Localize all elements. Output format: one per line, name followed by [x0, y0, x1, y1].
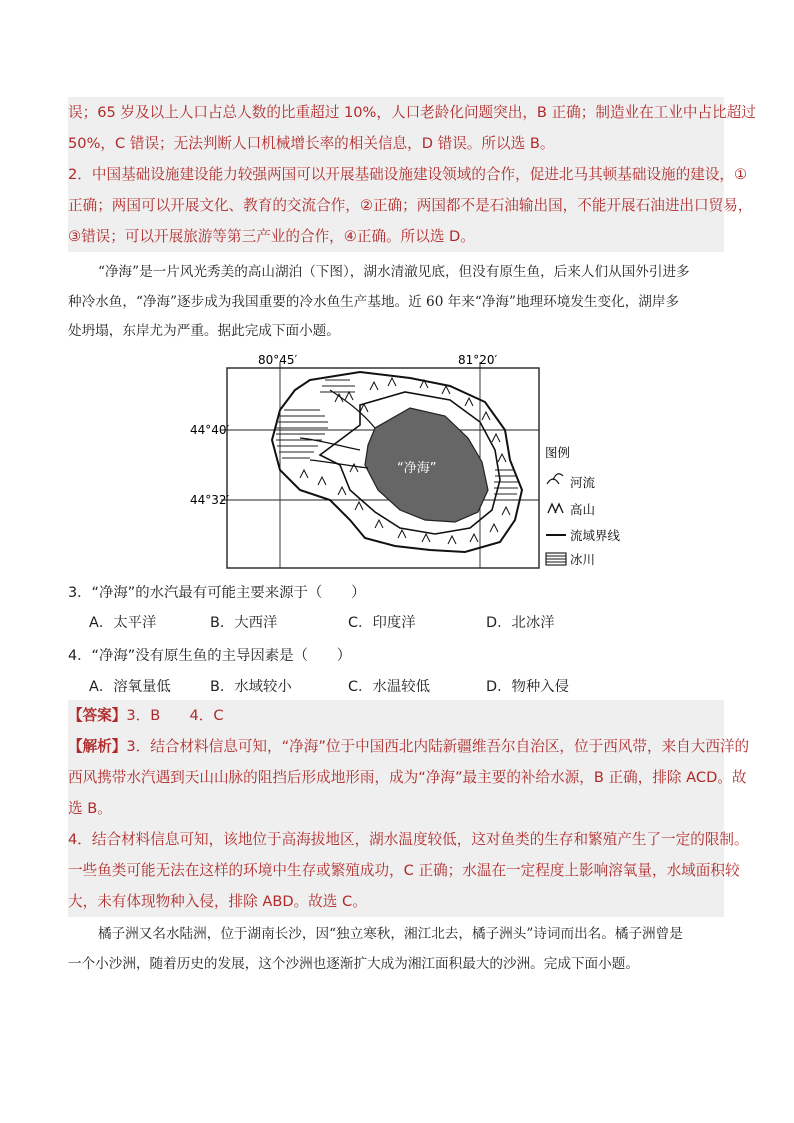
passage-line: 橘子洲又名水陆洲，位于湖南长沙，因“独立寒秋，湘江北去，橘子洲头”诗词而出名。橘子洲曾是 [98, 926, 683, 942]
answer-line: 50%，C 错误；无法判断人口机械增长率的相关信息，D 错误。所以选 B。 [68, 135, 555, 152]
latitude-label-bottom: 44°32′ [190, 493, 230, 507]
answer-line: 误；65 岁及以上人口占总人数的比重超过 10%，人口老龄化问题突出，B 正确；制造业在工业中占比超过 [68, 104, 756, 121]
analysis-label: 【解析】 [68, 738, 127, 755]
reading-passage-2 [68, 920, 724, 979]
longitude-label-left: 80°45′ [258, 353, 298, 367]
analysis-line: 一些鱼类可能无法在这样的环境中生存或繁殖成功，C 正确；水温在一定程度上影响溶氧量，水域面积较 [68, 862, 740, 879]
legend-item-boundary: 流域界线 [570, 528, 621, 543]
passage-line: 一个小沙洲，随着历史的发展，这个沙洲也逐渐扩大成为湘江面积最大的沙洲。完成下面小题。 [68, 955, 639, 972]
analysis-first-line [68, 731, 750, 762]
answer-line [68, 700, 724, 731]
legend-item-glacier: 冰川 [570, 552, 596, 567]
passage-line: 处坍塌，东岸尤为严重。据此完成下面小题。 [68, 323, 340, 339]
analysis-line: 4．结合材料信息可知，该地位于高海拔地区，湖水温度较低，这对鱼类的生存和繁殖产生了一定的限制。 [68, 831, 749, 848]
longitude-label-right: 81°20′ [458, 353, 498, 367]
legend-item-river: 河流 [570, 475, 596, 490]
answer-line: 2．中国基础设施建设能力较强两国可以开展基础设施建设领域的合作，促进北马其顿基础设施的建设，① [68, 166, 748, 183]
answer-line: ③错误；可以开展旅游等第三产业的合作，④正确。所以选 D。 [68, 228, 475, 245]
latitude-label-top: 44°40′ [190, 423, 230, 437]
question-4-option-d: D．物种入侵 [486, 679, 570, 695]
question-4-option-c: C．水温较低 [348, 679, 431, 695]
answer-text: 3．B 4．C [126, 707, 224, 724]
question-3-option-c: C．印度洋 [348, 615, 416, 631]
answer-label: 【答案】 [68, 707, 127, 724]
analysis-text: 3．结合材料信息可知，“净海”位于中国西北内陆新疆维吾尔自治区，位于西风带，来自大西洋的 [126, 738, 750, 755]
question-3-option-a: A．太平洋 [89, 615, 157, 631]
analysis-line: 西风携带水汽遇到天山山脉的阻挡后形成地形雨，成为“净海”最主要的补给水源，B 正确，排除 ACD。故 [68, 769, 747, 786]
lake-label: “净海” [397, 461, 437, 476]
answer-line: 正确；两国可以开展文化、教育的交流合作，②正确；两国都不是石油输出国，不能开展石油进出口贸易， [68, 197, 753, 214]
analysis-line: 选 B。 [68, 800, 112, 817]
analysis-line: 大，未有体现物种入侵，排除 ABD。故选 C。 [68, 893, 367, 910]
mountain-legend-icon [548, 504, 563, 513]
answer-explanation-block-2 [68, 700, 750, 917]
question-3-stem: 3．“净海”的水汽最有可能主要来源于（ ） [68, 585, 366, 601]
river-legend-icon [547, 474, 563, 484]
passage-line: “净海”是一片风光秀美的高山湖泊（下图），湖水清澈见底，但没有原生鱼，后来人们从国外引进多 [98, 264, 690, 280]
answer-explanation-block-1 [68, 97, 756, 252]
lake-map-figure [190, 350, 630, 572]
glacier-legend-icon [546, 553, 566, 565]
question-3-option-d: D．北冰洋 [486, 615, 555, 631]
legend-item-mountain: 高山 [570, 502, 596, 517]
question-3-option-b: B．大西洋 [210, 615, 278, 631]
question-4-option-a: A．溶氧量低 [89, 679, 171, 695]
question-4-option-b: B．水域较小 [210, 679, 292, 695]
legend-title: 图例 [545, 445, 571, 460]
passage-line: 种冷水鱼，“净海”逐步成为我国重要的冷水鱼生产基地。近 60 年来“净海”地理环境发生变化，湖岸多 [68, 293, 680, 310]
reading-passage-1 [68, 258, 724, 347]
question-4-stem: 4．“净海”没有原生鱼的主导因素是（ ） [68, 648, 352, 664]
